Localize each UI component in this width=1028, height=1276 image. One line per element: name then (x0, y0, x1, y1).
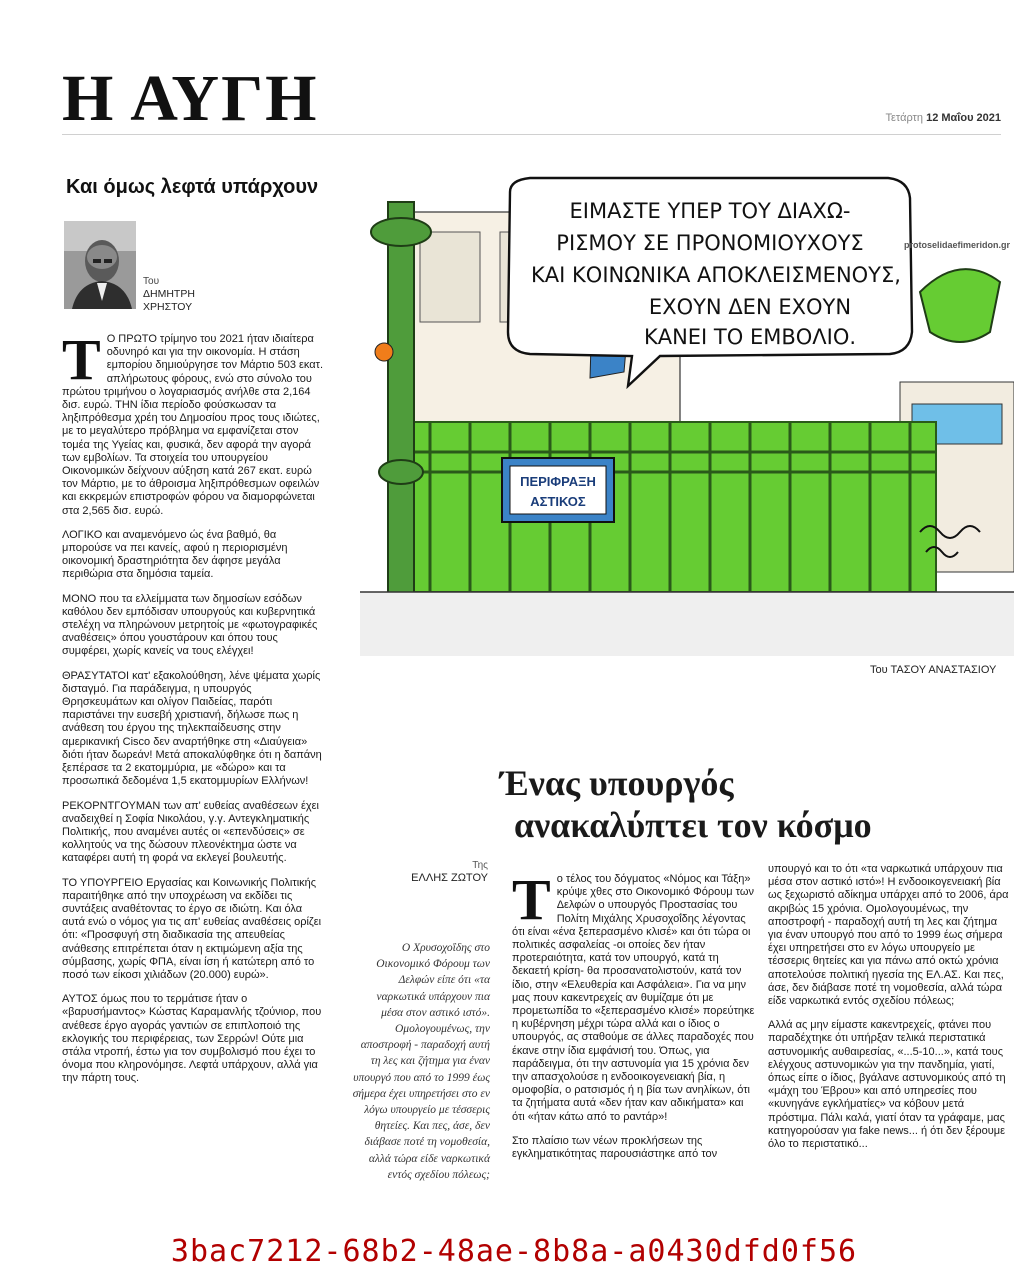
main-byline (360, 860, 488, 884)
left-article-body (62, 327, 324, 1086)
headline-line: ανακαλύπτει τον κόσμο (514, 805, 872, 845)
main-dropcap: Τ (512, 867, 551, 932)
main-paragraph: Στο πλαίσιο των νέων προκλήσεων της εγκληματικότητας παρουσιάστηκε από τον (512, 1134, 718, 1161)
header-divider (62, 134, 1001, 135)
pull-quote: Ο Χρυσοχοΐδης στο Οικονομικό Φόρουμ των Δελφών είπε ότι «τα ναρκωτικά υπάρχουν πια μέσα στον αστικό ιστό». Ομολογουμένως, την αποστροφή - παραδοχή αυτή τη λες και ζήτημα για έναν υπουργό που από το 1999 έως σήμερα έχει υπηρετήσει στο εν λόγω υπουργείο με τέσσερις θητείες. Και πες, άσε, δεν διάβασε ποτέ τη νομοθεσία, αλλά τώρα είδε ναρκωτικά εντός σχεδίου πόλεως; (352, 942, 490, 1181)
left-paragraph: ΤΟ ΥΠΟΥΡΓΕΙΟ Εργασίας και Κοινωνικής Πολιτικής παραιτήθηκε από την υποχρέωση να εκδίδει τις συντάξεις αναθέτοντας το έργο σε ιδιώτη. Και όλα αυτά ενώ ο νόμος για τις απ' ευθείας αναθέσεις ορίζει ότι: «Προσφυγή στη διαδικασία της απευθείας ανάθεσης επιτρέπεται όταν η εκτιμώμενη αξία της σύμβασης, χωρίς ΦΠΑ, είναι ίση ή κατώτερη από το ποσό των είκοσι χιλιάδων (20.000) ευρώ». (62, 876, 322, 981)
main-headline (500, 762, 960, 846)
left-paragraph: ΛΟΓΙΚΟ και αναμενόμενο ώς ένα βαθμό, θα μπορούσε να πει κανείς, αφού η περιορισμένη οικονομική δραστηριότητα δεν άφησε μεγάλα περιθώρια στα δημόσια ταμεία. (62, 528, 288, 581)
cartoon-credit: Του ΤΑΣΟΥ ΑΝΑΣΤΑΣΙΟΥ (870, 664, 997, 676)
left-author-block (62, 221, 324, 313)
left-paragraph: ΑΥΤΟΣ όμως που το τερμάτισε ήταν ο «βαρυσήμαντος» Κώστας Καραμανλής τζούνιορ, που ανέθεσε έργο αγοράς γαντιών σε επιπλοποιό της εκλογικής του περιφέρειας, των Σερρών! Ούτε μια στάλα ντροπή, έστω για τον συμβολισμό που έχει το όνομα που κληρονόμησε. Λεφτά υπάρχουν, αλλά για την πάρτη τους. (62, 993, 322, 1085)
main-byline-prefix: Της (472, 860, 488, 871)
speech-line: ΕΙΜΑΣΤΕ ΥΠΕΡ ΤΟΥ ΔΙΑΧΩ- (569, 199, 851, 223)
main-author-name: ΕΛΛΗΣ ΖΩΤΟΥ (411, 872, 488, 884)
left-article-title: Και όμως λεφτά υπάρχουν (66, 176, 319, 198)
speech-line: ΕΧΟΥΝ ΔΕΝ ΕΧΟΥΝ (648, 295, 852, 319)
issue-date-value: 12 Μαΐου 2021 (926, 112, 1001, 124)
issue-date (885, 112, 1001, 124)
left-paragraph: ΡΕΚΟΡΝΤΓΟΥΜΑΝ των απ' ευθείας αναθέσεων έχει αναδειχθεί η Σοφία Νικολάου, γ.γ. Αντεγκληματικής Πολιτικής, που αναμένει αυτές οι «επενδύσεις» σε κολλητούς να της δώσουν πλεονέκτημα ώστε να καταφέρει αυτή τη φορά να εκλεγεί βουλευτής. (62, 799, 319, 865)
author-photo (64, 221, 136, 309)
footer-id: 3bac7212-68b2-48ae-8b8a-a0430dfd0f56 (170, 1234, 858, 1269)
masthead-logo: Η ΑΥΓΗ (62, 62, 319, 135)
main-paragraph: υπουργό και το ότι «τα ναρκωτικά υπάρχουν πια μέσα στον αστικό ιστό»! Η ενδοοικογενειακή βία ως ξεχωριστό αδίκημα υπάρχει από το 2006, άρα ακριβώς 15 χρόνια. Ομολογουμένως, την αποστροφή - παραδοχή αυτή τη λες και ζήτημα για έναν υπουργό που από το 1999 έως σήμερα έχει υπηρετήσει στο εν λόγω υπουργείο με τέσσερις θητείες και για πάνω από οκτώ χρόνια αποτελούσε πολιτική ηγεσία της ΕΛ.ΑΣ. Και πες, άσε, δεν διάβασε ποτέ τη νομοθεσία, αλλά τώρα είδε ναρκωτικά εντός σχεδίου πόλεως; (768, 863, 1009, 1008)
speech-line: ΚΑΝΕΙ ΤΟ ΕΜΒΟΛΙΟ. (643, 325, 857, 349)
main-article-column-1 (512, 867, 756, 1172)
main-paragraph: Αλλά ας μην είμαστε κακεντρεχείς, φτάνει που παραδέχτηκε ότι υπήρξαν τελικά περιστατικά αστυνομικής αυθαιρεσίας, «...5-10...», κατά τους ελέγχους αστυνομικών για την πανδημία, γιατί, όπως είπε ο ίδιος, βγάλανε αστυνομικούς από τη «μάχη του Έβρου» και από υπηρεσίες που «κυνηγάνε εγκλήματίες» να κόβουν μετά πρόστιμα. Πάλι καλά, γιατί όταν τα γράφαμε, μας κατηγορούσαν για fake news... ή ότι δεν ξέρουμε όλο το περιστατικό... (768, 1019, 1006, 1151)
left-paragraph: ΘΡΑΣΥΤΑΤΟΙ κατ' εξακολούθηση, λένε ψέματα χωρίς δισταγμό. Για παράδειγμα, η υπουργός Θρησκευμάτων και ολίγον Παιδείας, παρότι παριστάνει την ευσεβή χριστιανή, δήλωσε πως η ανάθεση του έργου της τηλεκπαίδευσης στην αμερικανική Cisco δεν αναρτήθηκε στη «Διαύγεια» διότι ήταν δωρεάν! Μετά αποκαλύφθηκε ότι η δαπάνη ξεπέρασε τα 2 εκατομμύρια, με «δώρο» και τα προσωπικά δεδομένα 1,5 εκατομμυρίων Ελλήνων! (62, 669, 322, 788)
speech-line: ΚΑΙ ΚΟΙΝΩΝΙΚΑ ΑΠΟΚΛΕΙΣΜΕΝΟΥΣ, (531, 263, 901, 287)
left-dropcap: Τ (62, 327, 101, 392)
left-paragraph: Τ Ο ΠΡΩΤΟ τρίμηνο του 2021 ήταν ιδιαίτερα οδυνηρό και για την οικονομία. Η στάση εμπορίου δημιούργησε τον Μάρτιο 503 εκατ. απλήρωτους φόρους, ενώ στο σύνολο του πρώτου τριμήνου ο λογαριασμός ανήλθε στα 2,164 δισ. ευρώ. ΤΗΝ ίδια περίοδο φούσκωσαν τα ληξιπρόθεσμα χρέη του Δημοσίου προς τους ιδιώτες, με το μεγαλύτερο πρόβλημα να εμφανίζεται στον τομέα της Υγείας και, φυσικά, δεν αφορά την αγορά των εμβολίων. Τα στοιχεία του υπουργείου Οικονομικών δείχνουν αύξηση κατά 267 εκατ. ευρώ τον Μάρτιο, με το άθροισμα ληξιπρόθεσμων οφειλών και εκκρεμών επιστροφών φόρου να διαμορφώνεται στα 2,565 δισ. ευρώ. (62, 327, 324, 517)
issue-day: Τετάρτη (885, 112, 924, 124)
left-author-name: ΔΗΜΗΤΡΗ ΧΡΗΣΤΟΥ (143, 288, 195, 313)
cartoon-sign-line: ΑΣΤΙΚΟΣ (530, 494, 586, 509)
main-article-column-2 (768, 863, 1012, 1162)
source-watermark: protoselidaefimeridon.gr (904, 240, 1011, 250)
main-paragraph: Το τέλος του δόγματος «Νόμος και Τάξη» κρύψε χθες στο Οικονομικό Φόρουμ των Δελφών ο υπουργός Προστασίας του Πολίτη Μιχάλης Χρυσοχοΐδης λέγοντας ότι είναι «ένα ξεπερασμένο κλισέ» και ότι τώρα οι πολιτικές ασφαλείας -οι οποίες δεν ήταν προτεραιότητα, κατά τον υπουργό, κατά τη δεκαετή κρίση- θα προσανατολιστούν, κατά τον ίδιο, στην «Ελευθερία και Ασφάλεια». Για να μην μας πουν κακεντρεχείς αν θυμίζαμε ότι με προμετωπίδα το «ξεπερασμένο κλισέ» πορεύτηκε η κυβέρνηση μέχρι τώρα αλλά και ο ίδιος ο υπουργός, ας σταθούμε σε άλλες παραδοχές που έκανε στην ίδια εμφάνισή του. Όπως, για παράδειγμα, ότι την αστυνομία για 15 χρόνια δεν την απασχολούσε η ενδοοικογενειακή βία, η ομοφοβία, ο ρατσισμός ή η βία των ανηλίκων, ότι τα ζητήματα αυτά «δεν ήταν καν αδικήματα» και ότι «ήταν κάτω από το ραντάρ»! (512, 867, 755, 1123)
speech-line: ΡΙΣΜΟΥ ΣΕ ΠΡΟΝΟΜΙΟΥΧΟΥΣ (556, 231, 864, 255)
cartoon-sign-line: ΠΕΡΙΦΡΑΞΗ (520, 474, 596, 489)
left-article (62, 175, 324, 1097)
left-paragraph: ΜΟΝΟ που τα ελλείμματα των δημοσίων εσόδων καθόλου δεν εμπόδισαν υπουργούς και κυβερνητικά στελέχη να πληρώνουν μετρητοίς με «φωτογραφικές αναθέσεις» όπου γουστάρουν και όπου τους συμφέρει, χωρίς κανείς να τους ελέγχει! (62, 592, 318, 658)
left-byline-prefix: Του (143, 276, 160, 287)
headline-line: Ένας υπουργός (500, 763, 734, 803)
